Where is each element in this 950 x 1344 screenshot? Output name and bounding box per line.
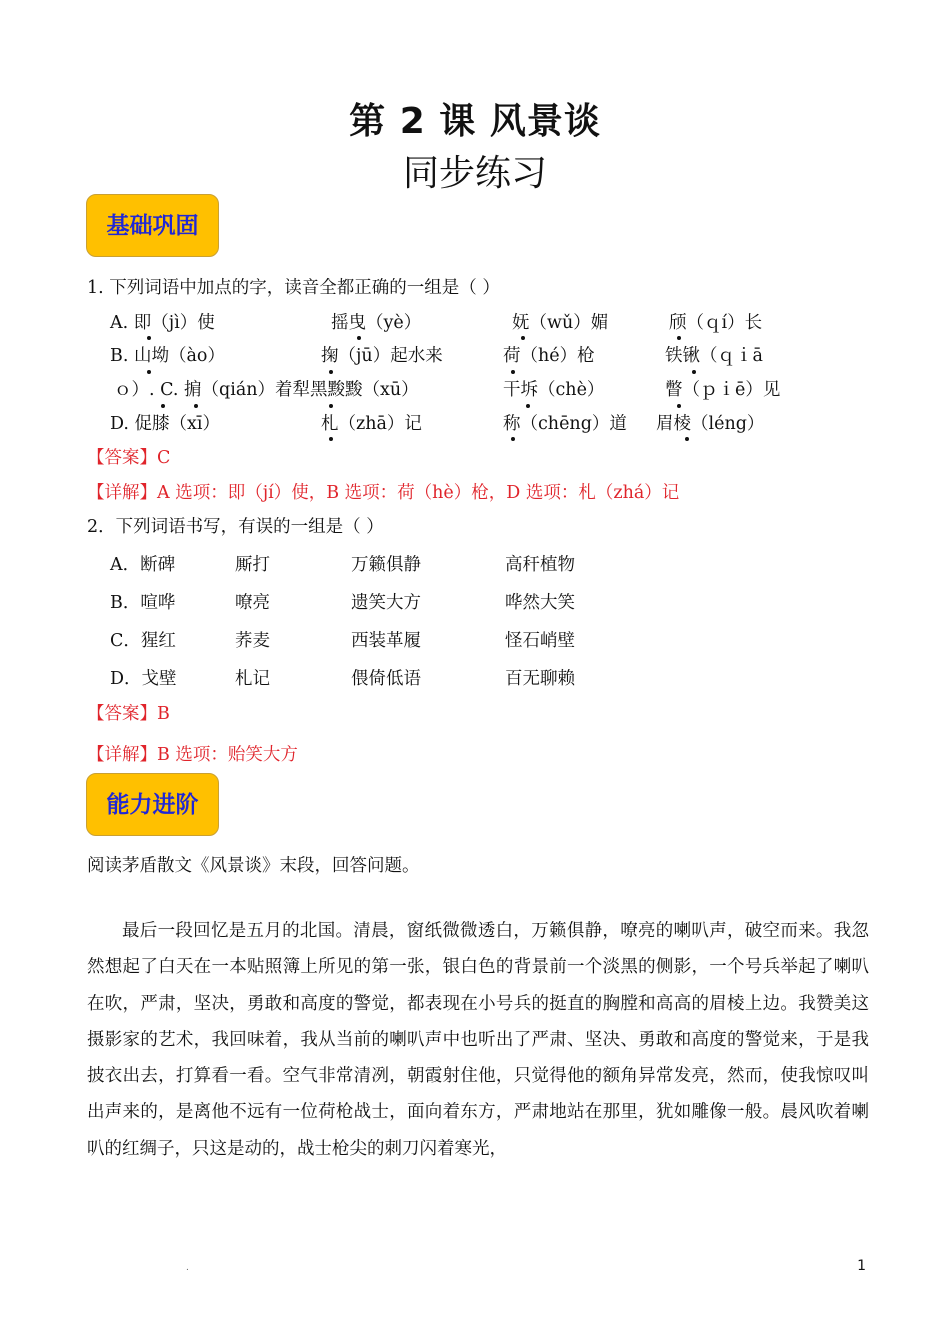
q1-row-d-3: 称（chēng）道 [503,414,627,434]
q1-row-d-1: D. 促膝（xī） [110,414,220,434]
section-badge-basic [86,194,219,257]
q2-stem: 2．下列词语书写，有误的一组是（ ） [87,517,384,537]
q1-row-b-2: 掬（jū）起水来 [321,346,443,366]
q2-row-a-2: 厮打 [235,555,270,575]
reading-passage: 最后一段回忆是五月的北国。清晨，窗纸微微透白，万籁俱静，嘹亮的喇叭声，破空而来。我忽然想起了白天在一本贴照簿上所见的第一张，银白色的背景前一个淡黑的侧影，一个号兵举起了喇叭在吹，严肃，坚决，勇敢和高度的警觉，都表现在小号兵的挺直的胸膛和高高的眉棱上边。我赞美这摄影家的艺术，我回味着，我从当前的喇叭声中也听出了严肃、坚决、勇敢和高度的警觉来，于是我披衣出去，打算看一看。空气非常清冽，朝霞射住他，只觉得他的额角异常发亮，然而，使我惊叹叫出声来的，是离他不远有一位荷枪战士，面向着东方，严肃地站在那里，犹如雕像一般。晨风吹着喇叭的红绸子，只这是动的，战士枪尖的刺刀闪着寒光， [87,921,869,1159]
q2-detail: 【详解】B 选项：贻笑大方 [87,745,298,765]
reading-intro: 阅读茅盾散文《风景谈》末段，回答问题。 [87,856,420,876]
emphasis-dot [329,404,333,408]
emphasis-dot [357,336,361,340]
emphasis-dot [194,404,198,408]
q1-row-c-2: 干坼（chè） [503,380,605,400]
q1-stem: 1. 下列词语中加点的字，读音全都正确的一组是（ ） [87,278,500,298]
q2-row-d-2: 札记 [235,669,270,689]
q2-row-c-2: 荞麦 [235,631,270,651]
q2-row-b-3: 遗笑大方 [351,593,421,613]
emphasis-dot [161,404,165,408]
page-title: 第 2 课 风景谈 [349,101,601,142]
footer-mark: . [186,1263,189,1273]
emphasis-dot [677,336,681,340]
q2-row-d-3: 偎倚低语 [351,669,421,689]
q1-row-d-2: 札（zhā）记 [321,414,422,434]
section-badge-advanced-label: 能力进阶 [106,792,199,818]
emphasis-dot [329,370,333,374]
q2-row-c-1: C．猩红 [110,631,176,651]
section-badge-advanced [86,773,219,836]
q2-row-b-2: 嘹亮 [235,593,270,613]
q2-row-b-4: 哗然大笑 [505,593,575,613]
q2-row-c-4: 怪石峭壁 [505,631,575,651]
q2-row-d-4: 百无聊赖 [505,669,575,689]
q1-row-a-1: A. 即（jì）使 [110,313,215,333]
emphasis-dot [521,336,525,340]
emphasis-dot [685,437,689,441]
emphasis-dot [692,370,696,374]
q1-row-b-1: B. 山坳（ào） [110,346,225,366]
q1-row-a-3: 妩（wǔ）媚 [512,313,609,333]
q1-answer: 【答案】C [87,448,171,468]
q2-row-d-1: D．戈壁 [110,669,177,689]
q1-detail: 【详解】A 选项：即（jí）使，B 选项：荷（hè）枪，D 选项：札（zhá）记 [87,483,680,503]
q2-row-a-1: A．断碑 [110,555,176,575]
q1-row-b-4: 铁锹（ｑｉā [665,346,763,366]
q1-row-a-2: 摇曳（yè） [331,313,422,333]
q1-row-b-3: 荷（hé）枪 [503,346,595,366]
section-badge-basic-label: 基础巩固 [106,213,199,239]
q2-row-a-4: 高秆植物 [505,555,575,575]
page-subtitle: 同步练习 [402,153,547,194]
q1-row-c-3: 瞥（ｐｉē）见 [665,380,781,400]
q2-row-c-3: 西装革履 [351,631,421,651]
q2-answer: 【答案】B [87,704,170,724]
emphasis-dot [147,370,151,374]
emphasis-dot [511,370,515,374]
q1-row-d-4: 眉棱（léng） [656,414,765,434]
q2-row-a-3: 万籁俱静 [351,555,421,575]
emphasis-dot [677,404,681,408]
emphasis-dot [329,437,333,441]
q2-row-b-1: B．喧哗 [110,593,176,613]
q1-row-c-1: ｏ）. C. 掮（qián）着犁黑黢黢（xū） [114,380,419,400]
emphasis-dot [511,437,515,441]
emphasis-dot [526,404,530,408]
emphasis-dot [147,336,151,340]
page-number: 1 [857,1258,866,1274]
q1-row-a-4: 颀（ｑí）长 [669,313,763,333]
